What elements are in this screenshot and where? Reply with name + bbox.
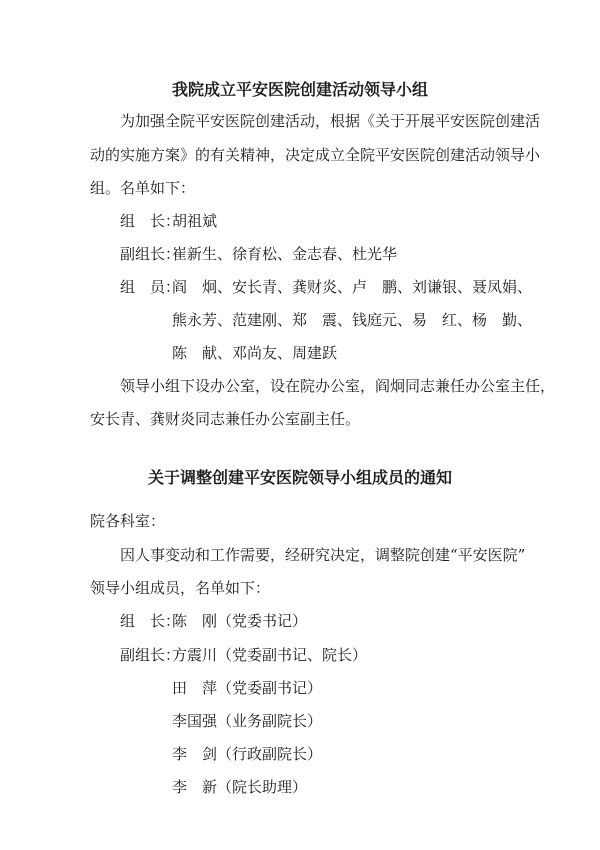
section1-title: 我院成立平安医院创建活动领导小组	[171, 80, 428, 99]
leader-label: 组 长：	[120, 612, 181, 630]
section1-intro-line: 为加强全院平安医院创建活动，根据《关于开展平安医院创建活	[120, 112, 541, 130]
members-names: 阎 炯、安长青、龚财炎、卢 鹏、刘谦银、聂凤娟、	[172, 278, 533, 296]
members-names: 熊永芳、范建刚、郑 震、钱庭元、易 红、杨 勤、	[172, 311, 533, 329]
section1-intro-line: 动的实施方案》的有关精神，决定成立全院平安医院创建活动领导小	[90, 146, 541, 164]
leader-name: 陈 刚（党委书记）	[172, 612, 308, 630]
deputy-names: 崔新生、徐育松、金志春、杜光华	[172, 245, 398, 263]
deputy-label: 副组长：	[120, 245, 181, 263]
section1-deputy-row	[120, 244, 397, 264]
section2-salutation: 院各科室：	[90, 512, 166, 530]
deputy-name: 李国强（业务副院长）	[172, 712, 323, 730]
section1-intro-line: 组。名单如下：	[90, 179, 196, 197]
deputy-name: 方震川（党委副书记、院长）	[172, 646, 368, 664]
deputy-name: 田 萍（党委副书记）	[172, 679, 323, 697]
deputy-name: 李 剑（行政副院长）	[172, 745, 323, 763]
section2-title: 关于调整创建平安医院领导小组成员的通知	[147, 468, 452, 487]
section2-body-line: 领导小组成员，名单如下：	[90, 579, 271, 597]
section2-leader-row	[120, 611, 307, 631]
section1-members-row	[120, 277, 532, 297]
section2-deputy-row	[120, 645, 367, 665]
members-label: 组 员：	[120, 278, 181, 296]
section1-office-line: 安长青、龚财炎同志兼任办公室副主任。	[90, 410, 361, 428]
members-names: 陈 献、邓尚友、周建跃	[172, 344, 338, 362]
leader-label: 组 长：	[120, 212, 181, 230]
leader-name: 胡祖斌	[172, 212, 218, 230]
section1-office-line: 领导小组下设办公室，设在院办公室，阎炯同志兼任办公室主任，	[120, 377, 556, 395]
section1-leader-row	[120, 211, 217, 231]
section2-body-line: 因人事变动和工作需要，经研究决定，调整院创建“平安医院”	[120, 546, 526, 564]
deputy-label: 副组长：	[120, 646, 181, 664]
deputy-name: 李 新（院长助理）	[172, 778, 308, 796]
